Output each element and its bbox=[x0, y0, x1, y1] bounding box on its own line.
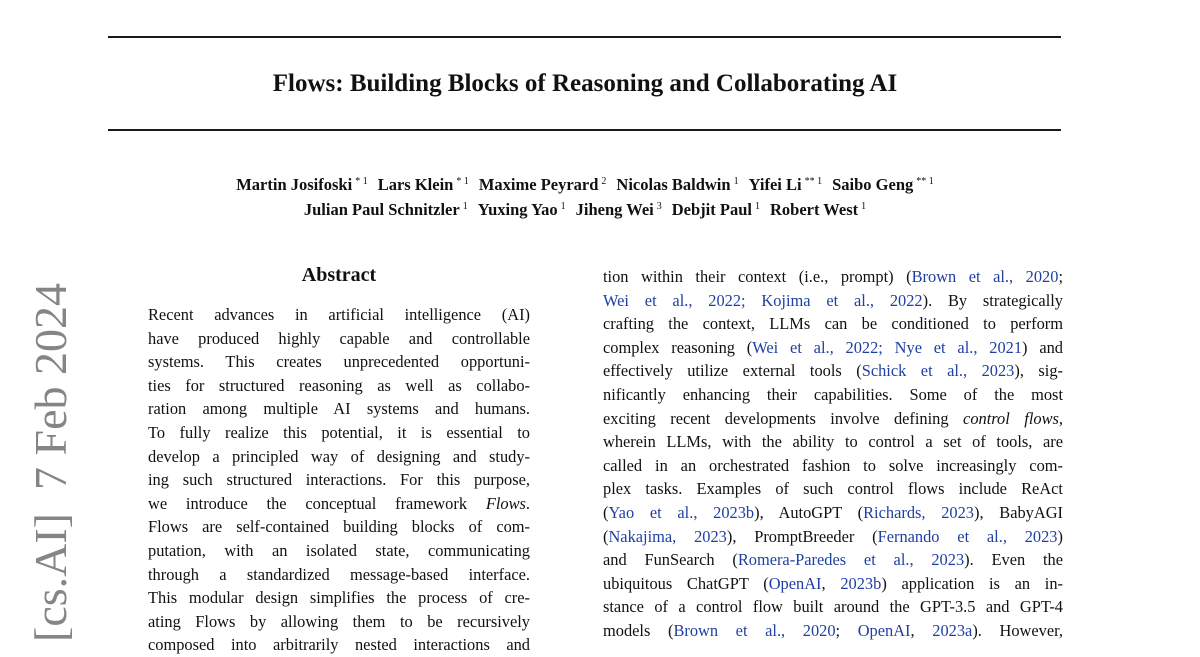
abstract-heading: Abstract bbox=[301, 264, 377, 286]
text-segment: ), AutoGPT ( bbox=[754, 502, 864, 522]
body-line bbox=[603, 289, 1063, 313]
text-segment: ) application is an in- bbox=[881, 573, 1064, 593]
text-segment: tion within their context (i.e., prompt) ( bbox=[603, 267, 912, 286]
abstract-line bbox=[148, 586, 530, 610]
body-line bbox=[603, 477, 1063, 501]
text-segment: ties for structured reasoning as well as collabo- bbox=[148, 375, 530, 395]
text-segment: effectively utilize external tools ( bbox=[603, 361, 862, 381]
abstract-text bbox=[148, 303, 530, 657]
author-name bbox=[770, 200, 866, 219]
body-line bbox=[603, 619, 1063, 643]
text-segment: ating Flows by allowing them to be recursively bbox=[148, 611, 530, 631]
text-segment: ; bbox=[835, 620, 858, 640]
author-affiliation-mark: ** 1 bbox=[804, 175, 823, 187]
citation-link[interactable]: Brown et al., 2020 bbox=[673, 620, 836, 640]
text-segment: ( bbox=[603, 502, 609, 522]
body-line bbox=[603, 548, 1063, 572]
text-segment: , bbox=[821, 573, 841, 593]
body-line bbox=[603, 572, 1063, 596]
abstract-line bbox=[148, 445, 530, 469]
text-segment: exciting recent developments involve defining bbox=[603, 408, 964, 428]
author-name bbox=[378, 175, 469, 194]
text-segment: ) and bbox=[1022, 337, 1063, 357]
text-segment: have produced highly capable and controllable bbox=[148, 328, 530, 348]
citation-link[interactable]: Nakajima, 2023 bbox=[608, 526, 727, 546]
text-segment: stance of a control flow built around the GPT-3.5 and GPT-4 bbox=[603, 597, 1063, 617]
author-name-text: Robert West bbox=[769, 200, 859, 219]
author-name bbox=[236, 175, 367, 194]
text-segment: called in an orchestrated fashion to solve increasingly com- bbox=[603, 455, 1063, 475]
author-affiliation-mark: 1 bbox=[861, 200, 867, 212]
citation-link[interactable]: Yao et al., 2023b bbox=[608, 502, 755, 522]
text-segment: ). Even the bbox=[964, 550, 1064, 570]
abstract-line bbox=[148, 610, 530, 634]
author-name-text: Martin Josifoski bbox=[236, 175, 353, 194]
abstract-line bbox=[148, 303, 530, 327]
paper-title: Flows: Building Blocks of Reasoning and Collaborating AI bbox=[272, 70, 898, 97]
text-segment: and FunSearch ( bbox=[603, 550, 738, 570]
text-segment: . bbox=[525, 493, 530, 513]
citation-link[interactable]: OpenAI bbox=[768, 573, 822, 593]
text-segment: crafting the context, LLMs can be conditioned to perform bbox=[603, 314, 1063, 334]
text-segment: nificantly enhancing their capabilities. Some of the most bbox=[603, 384, 1063, 404]
text-segment: ( bbox=[603, 526, 609, 546]
text-segment: through a standardized message-based interface. bbox=[148, 564, 530, 584]
arxiv-watermark: [cs.AI] 7 Feb 2024 bbox=[25, 283, 76, 642]
abstract-line bbox=[148, 563, 530, 587]
author-line bbox=[0, 197, 1170, 222]
author-affiliation-mark: 3 bbox=[656, 200, 662, 212]
author-name-text: Yifei Li bbox=[748, 175, 802, 194]
body-line bbox=[603, 312, 1063, 336]
text-segment: ing such structured interactions. For this purpose, bbox=[148, 470, 530, 490]
text-segment: Flows are self-contained building blocks of com- bbox=[148, 517, 530, 537]
body-line bbox=[603, 501, 1063, 525]
body-line bbox=[603, 454, 1063, 478]
text-segment: wherein LLMs, with the ability to control a set of tools, are bbox=[603, 432, 1063, 452]
abstract-line bbox=[148, 421, 530, 445]
author-name-text: Saibo Geng bbox=[832, 175, 914, 194]
citation-link[interactable]: Brown et al., 2020 bbox=[911, 267, 1059, 286]
text-segment: ubiquitous ChatGPT ( bbox=[603, 573, 769, 593]
abstract-line bbox=[148, 327, 530, 351]
citation-link[interactable]: Fernando et al., 2023 bbox=[877, 526, 1058, 546]
author-name bbox=[576, 200, 662, 219]
author-name-text: Nicolas Baldwin bbox=[616, 175, 731, 194]
author-affiliation-mark: * 1 bbox=[456, 175, 469, 187]
citation-link[interactable]: Schick et al., 2023 bbox=[861, 361, 1015, 381]
body-text bbox=[603, 265, 1063, 643]
citation-link[interactable]: 2023b bbox=[840, 573, 882, 593]
author-affiliation-mark: 2 bbox=[601, 175, 607, 187]
text-segment: , bbox=[1058, 408, 1063, 428]
text-segment: composed into arbitrarily nested interactions and bbox=[148, 635, 530, 655]
text-segment: ; bbox=[1058, 267, 1063, 286]
body-line bbox=[603, 595, 1063, 619]
text-segment: ). By strategically bbox=[922, 290, 1063, 310]
body-line bbox=[603, 383, 1063, 407]
abstract-line bbox=[148, 350, 530, 374]
author-name bbox=[749, 175, 823, 194]
author-name bbox=[672, 200, 760, 219]
abstract-line bbox=[148, 468, 530, 492]
text-segment: ), sig- bbox=[1014, 361, 1063, 381]
citation-link[interactable]: Wei et al., 2022; Kojima et al., 2022 bbox=[603, 290, 923, 310]
author-name bbox=[478, 200, 566, 219]
text-segment: plex tasks. Examples of such control flows include ReAct bbox=[603, 479, 1063, 499]
author-list bbox=[0, 172, 1170, 222]
author-name-text: Maxime Peyrard bbox=[478, 175, 599, 194]
citation-link[interactable]: Wei et al., 2022; Nye et al., 2021 bbox=[752, 337, 1023, 357]
text-segment: ). However, bbox=[972, 620, 1063, 640]
body-line bbox=[603, 407, 1063, 431]
abstract-line bbox=[148, 539, 530, 563]
author-name bbox=[304, 200, 468, 219]
text-segment: , bbox=[910, 620, 933, 640]
abstract-line bbox=[148, 397, 530, 421]
abstract-line bbox=[148, 633, 530, 657]
text-segment: complex reasoning ( bbox=[603, 337, 753, 357]
abstract-line bbox=[148, 492, 530, 516]
body-line bbox=[603, 359, 1063, 383]
text-segment: Recent advances in artificial intelligence (AI) bbox=[148, 305, 530, 324]
author-name-text: Yuxing Yao bbox=[477, 200, 558, 219]
body-line bbox=[603, 525, 1063, 549]
author-affiliation-mark: 1 bbox=[733, 175, 739, 187]
abstract-line bbox=[148, 374, 530, 398]
text-segment: ration among multiple AI systems and humans. bbox=[148, 399, 530, 419]
author-name bbox=[479, 175, 607, 194]
author-affiliation-mark: 1 bbox=[462, 200, 468, 212]
abstract-line bbox=[148, 515, 530, 539]
author-name-text: Julian Paul Schnitzler bbox=[303, 200, 460, 219]
body-line bbox=[603, 265, 1063, 289]
text-segment: develop a principled way of designing and study- bbox=[148, 446, 530, 466]
text-segment: we introduce the conceptual framework bbox=[148, 493, 486, 513]
author-name bbox=[832, 175, 934, 194]
text-segment: ), PromptBreeder ( bbox=[726, 526, 878, 546]
top-rule bbox=[108, 36, 1061, 38]
author-affiliation-mark: 1 bbox=[754, 200, 760, 212]
author-name bbox=[616, 175, 738, 194]
text-segment: models ( bbox=[603, 620, 674, 640]
citation-link[interactable]: OpenAI bbox=[857, 620, 911, 640]
text-segment: putation, with an isolated state, communicating bbox=[148, 540, 530, 560]
author-name-text: Jiheng Wei bbox=[575, 200, 654, 219]
text-segment: This modular design simplifies the process of cre- bbox=[148, 588, 530, 608]
body-line bbox=[603, 336, 1063, 360]
author-name-text: Debjit Paul bbox=[671, 200, 752, 219]
author-affiliation-mark: ** 1 bbox=[916, 175, 934, 187]
bottom-rule bbox=[108, 129, 1061, 131]
emphasis-text: Flows bbox=[485, 493, 526, 513]
citation-link[interactable]: Romera-Paredes et al., 2023 bbox=[737, 550, 965, 570]
citation-link[interactable]: 2023a bbox=[932, 620, 973, 640]
text-segment: systems. This creates unprecedented opportuni- bbox=[148, 352, 530, 372]
body-line bbox=[603, 430, 1063, 454]
text-segment: To fully realize this potential, it is essential to bbox=[148, 422, 530, 442]
citation-link[interactable]: Richards, 2023 bbox=[863, 502, 974, 522]
author-affiliation-mark: * 1 bbox=[355, 175, 368, 187]
author-line bbox=[0, 172, 1170, 197]
author-affiliation-mark: 1 bbox=[560, 200, 566, 212]
text-segment: ), BabyAGI bbox=[973, 502, 1063, 522]
author-name-text: Lars Klein bbox=[377, 175, 454, 194]
text-segment: ) bbox=[1057, 526, 1063, 546]
emphasis-text: control flows bbox=[963, 408, 1059, 428]
